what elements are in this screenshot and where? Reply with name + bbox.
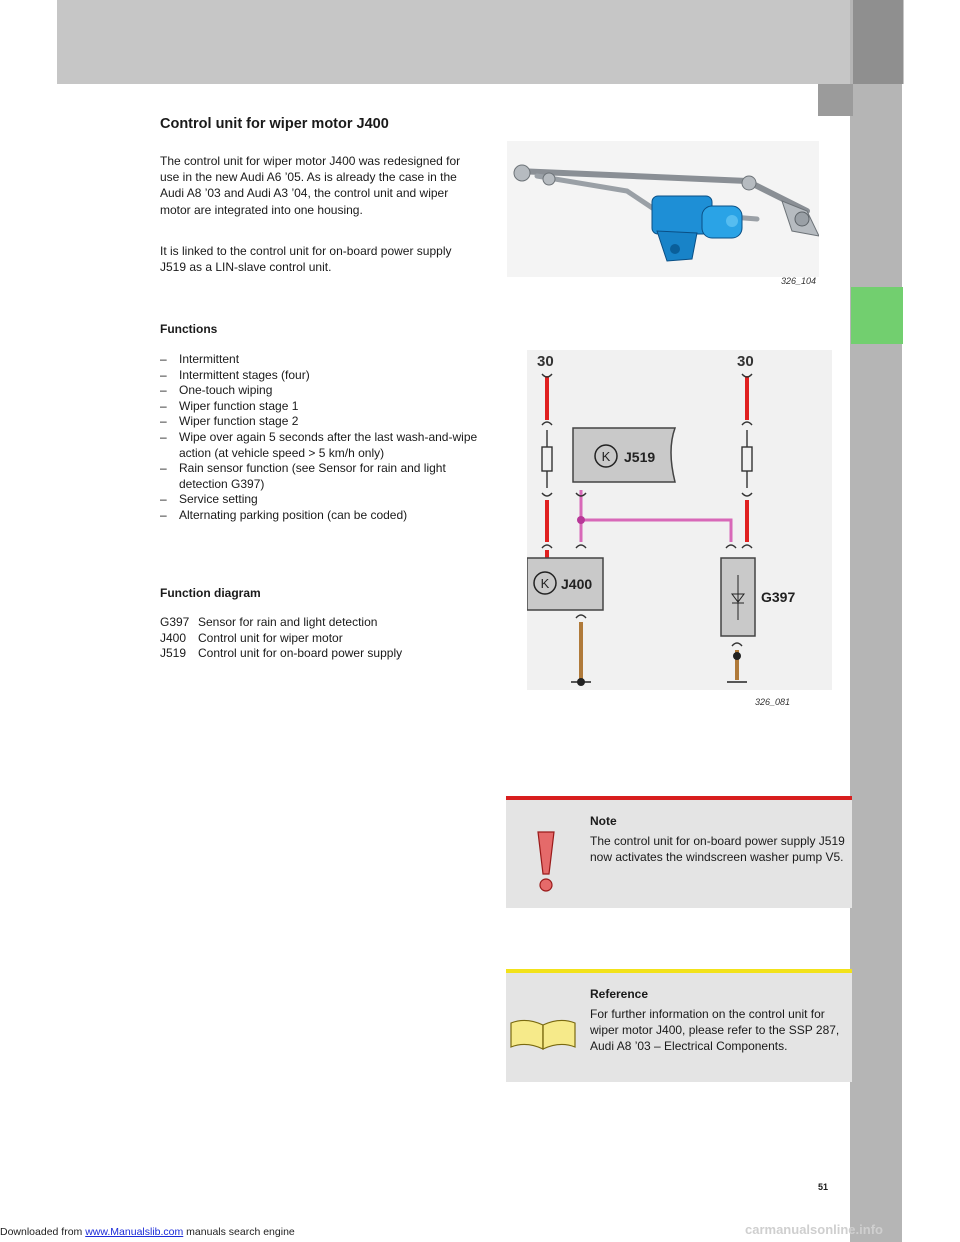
legend-row [160,631,402,647]
note-title: Note [590,814,617,828]
page-number: 51 [818,1182,829,1192]
side-strip-top [853,0,903,84]
functions-list [160,352,480,524]
j519-label: J519 [624,449,656,465]
functions-heading: Functions [160,322,218,336]
watermark: carmanualsonline.info [745,1222,883,1237]
header-band [57,0,904,84]
list-item: – Wiper function stage 2 [160,414,480,430]
note-text: The control unit for on-board power supply J519 now activates the windscreen washer pump V5. [590,834,845,865]
intro-paragraph-1: The control unit for wiper motor J400 was redesigned for use in the new Audi A6 ’05. As is already the case in the Audi A8 ’03 and Audi A3 ’04, the control unit and wiper motor are integrated into one housing. [160,154,461,217]
k-symbol: K [601,449,611,464]
legend-row [160,615,402,631]
list-item: – Alternating parking position (can be coded) [160,508,480,524]
download-footer [0,1226,295,1238]
k-symbol: K [540,576,550,591]
book-icon [508,1017,578,1051]
terminal-30-right: 30 [737,353,754,370]
note-box [506,796,852,908]
reference-accent-bar [506,969,852,973]
legend-code: J519 [160,646,187,661]
list-item: – Intermittent stages (four) [160,368,480,384]
legend-text: Control unit for wiper motor [198,630,343,645]
reference-text: For further information on the control unit for wiper motor J400, please refer to the SSP 287, Audi A8 ’03 – Electrical Components. [590,1007,840,1054]
g397-label: G397 [761,589,796,605]
reference-title: Reference [590,987,649,1001]
legend-text: Sensor for rain and light detection [198,615,378,629]
wiper-motor-illustration [507,141,819,277]
footer-prefix: Downloaded from [0,1226,86,1238]
list-item: – Service setting [160,492,480,508]
manualslib-link[interactable]: www.Manualslib.com [85,1226,184,1238]
j400-label: J400 [561,576,593,592]
exclamation-icon [534,830,558,894]
side-strip [850,0,902,1242]
figure-caption-diagram: 326_081 [755,697,791,707]
terminal-30-left: 30 [537,353,554,370]
legend-text: Control unit for on-board power supply [198,646,403,661]
note-accent-bar [506,796,852,800]
list-item: – Wipe over again 5 seconds after the last wash-and-wipe action (at vehicle speed > 5 km/h only) [160,430,480,461]
legend-row [160,646,402,662]
diagram-heading: Function diagram [160,586,261,600]
list-item: – Intermittent [160,352,480,368]
legend [160,615,402,662]
list-item: – One-touch wiping [160,383,480,399]
function-diagram [527,350,832,690]
reference-box [506,969,852,1082]
list-item: – Wiper function stage 1 [160,399,480,415]
intro-paragraph-2: It is linked to the control unit for on-board power supply J519 as a LIN-slave control unit. [160,244,452,275]
page-title: Control unit for wiper motor J400 [160,116,389,132]
corner-block [818,84,853,116]
chapter-tab [851,287,903,344]
figure-caption-wiper: 326_104 [781,276,817,286]
footer-suffix: manuals search engine [183,1226,295,1238]
list-item: – Rain sensor function (see Sensor for rain and light detection G397) [160,461,480,492]
legend-code: J400 [160,630,187,645]
legend-code: G397 [160,615,190,629]
